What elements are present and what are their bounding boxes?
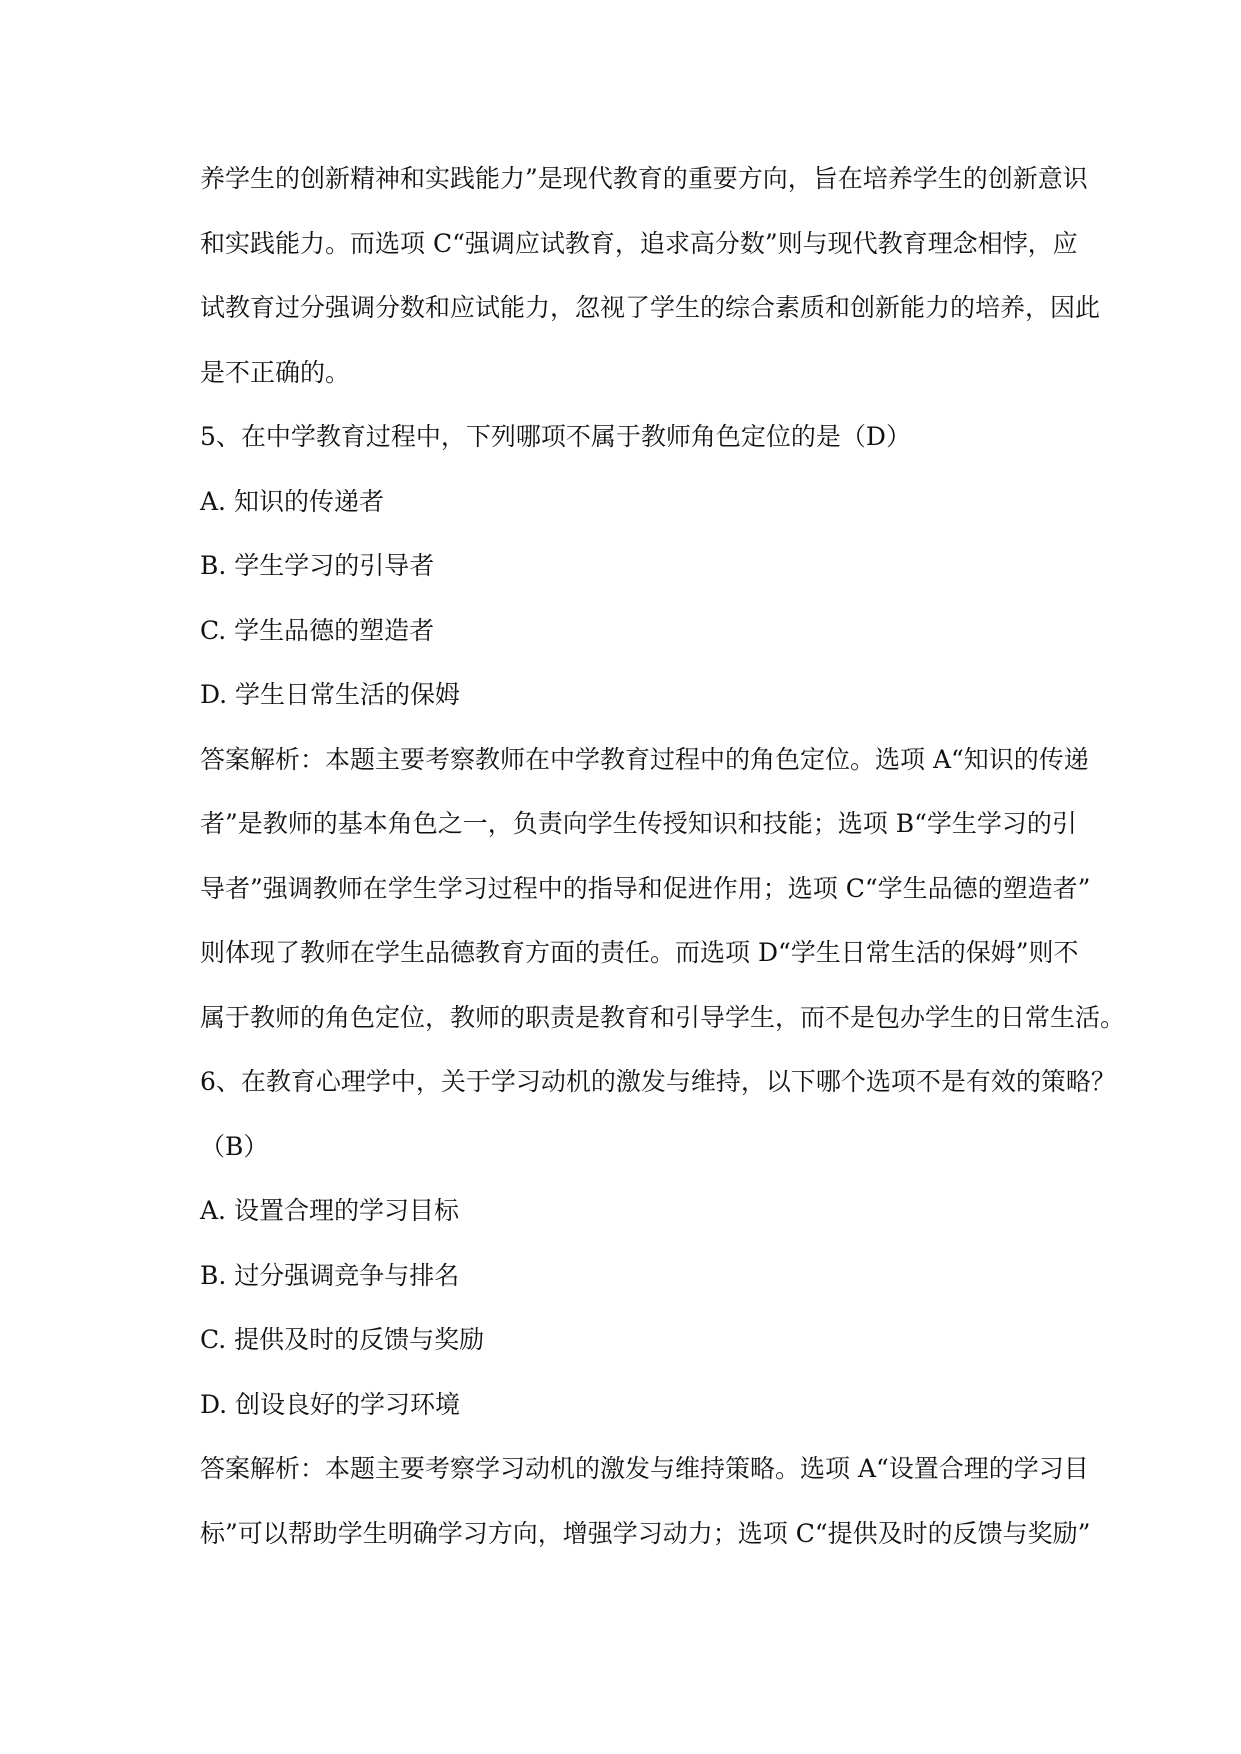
question-6-option-c: C. 提供及时的反馈与奖励 (200, 1325, 485, 1354)
answer-explanation-line: 答案解析：本题主要考察教师在中学教育过程中的角色定位。选项 A“知识的传递 (200, 744, 1089, 774)
answer-explanation-line: 导者”强调教师在学生学习过程中的指导和促进作用；选项 C“学生品德的塑造者” (200, 873, 1091, 903)
document-body (200, 147, 1126, 1566)
question-6-option-a: A. 设置合理的学习目标 (200, 1196, 459, 1225)
text-line: 是不正确的。 (200, 357, 351, 387)
text-line: 和实践能力。而选项 C“强调应试教育，追求高分数”则与现代教育理念相悖，应 (200, 228, 1078, 258)
question-5-option-c: C. 学生品德的塑造者 (200, 615, 435, 645)
question-5-option-d: D. 学生日常生活的保姆 (200, 680, 461, 709)
answer-explanation-line: 答案解析：本题主要考察学习动机的激发与维持策略。选项 A“设置合理的学习目 (200, 1454, 1089, 1483)
question-6-option-d: D. 创设良好的学习环境 (200, 1389, 461, 1419)
question-5-stem: 5、在中学教育过程中，下列哪项不属于教师角色定位的是（D） (200, 422, 911, 451)
question-6-stem: 6、在教育心理学中，关于学习动机的激发与维持，以下哪个选项不是有效的策略？ (200, 1067, 1116, 1096)
answer-explanation-line: 属于教师的角色定位，教师的职责是教育和引导学生，而不是包办学生的日常生活。 (200, 1002, 1126, 1032)
answer-explanation-line: 者”是教师的基本角色之一，负责向学生传授知识和技能；选项 B“学生学习的引 (200, 809, 1077, 838)
question-6-answer: （B） (200, 1131, 269, 1161)
answer-explanation-line: 标”可以帮助学生明确学习方向，增强学习动力；选项 C“提供及时的反馈与奖励” (200, 1518, 1091, 1548)
question-5-option-a: A. 知识的传递者 (200, 486, 384, 516)
text-line: 试教育过分强调分数和应试能力，忽视了学生的综合素质和创新能力的培养，因此 (200, 293, 1101, 322)
question-5-option-b: B. 学生学习的引导者 (200, 551, 435, 580)
question-6-option-b: B. 过分强调竞争与排名 (200, 1260, 460, 1290)
answer-explanation-line: 则体现了教师在学生品德教育方面的责任。而选项 D“学生日常生活的保姆”则不 (200, 938, 1079, 967)
text-line: 养学生的创新精神和实践能力”是现代教育的重要方向，旨在培养学生的创新意识 (200, 164, 1088, 193)
